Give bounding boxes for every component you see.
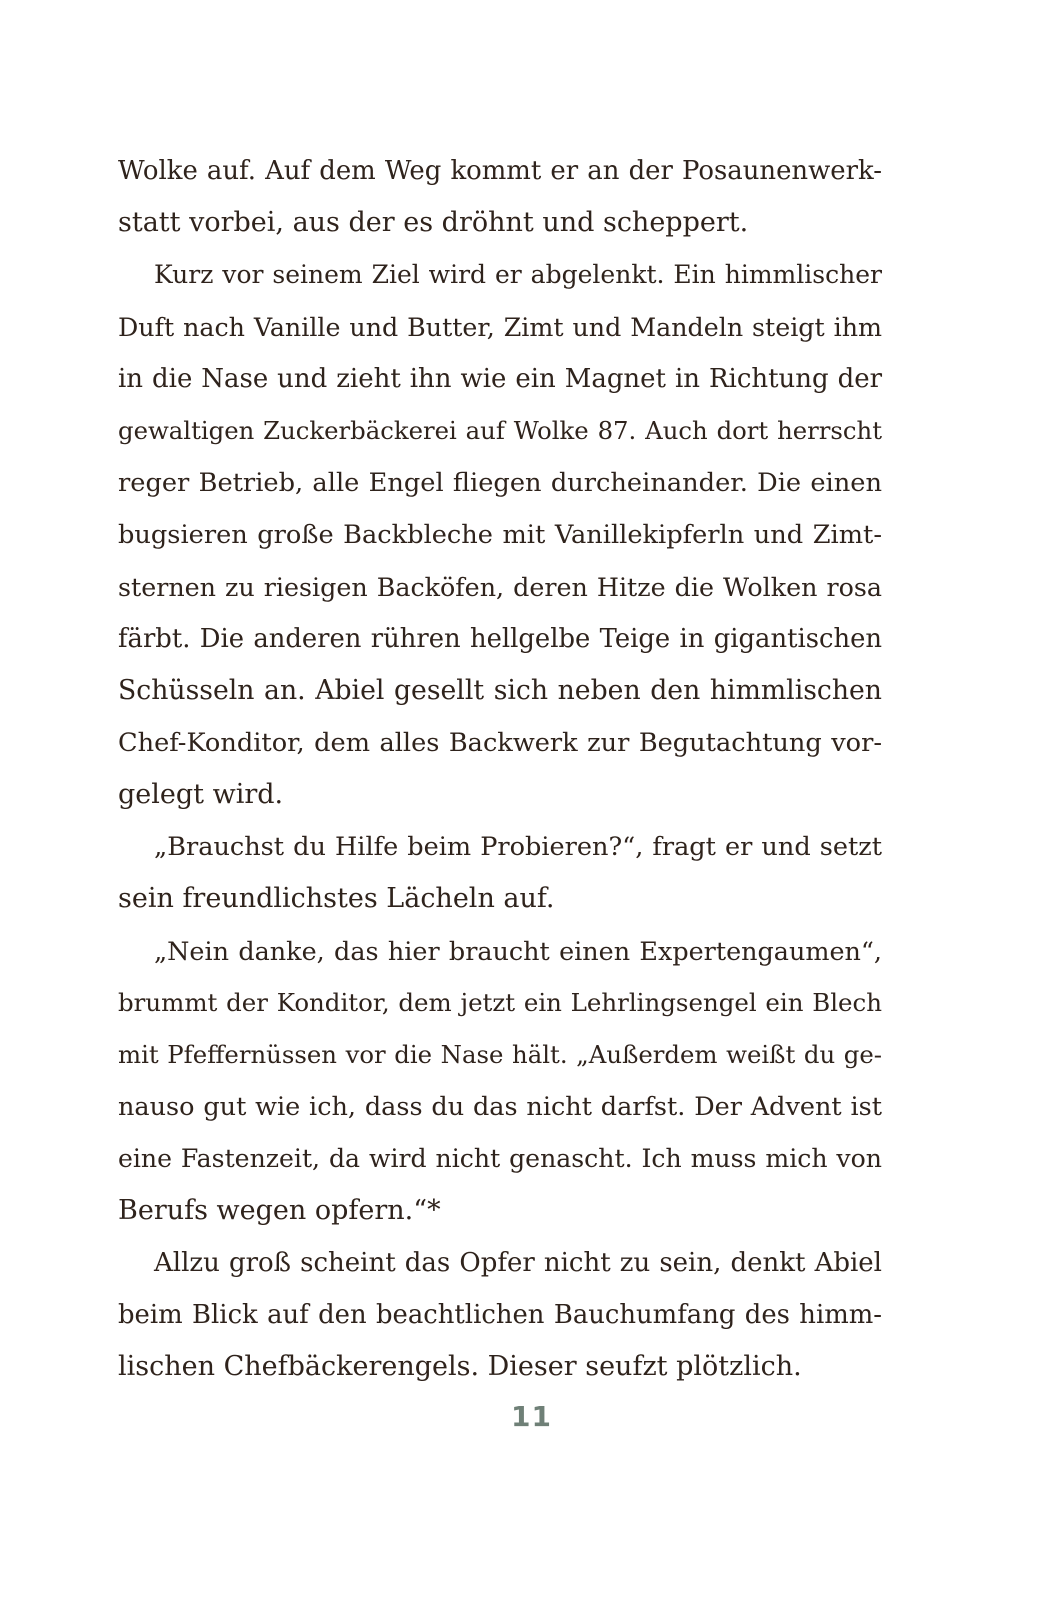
- text-line: Chef-Konditor, dem alles Backwerk zur Begutachtung vor-: [118, 728, 882, 758]
- text-line: beim Blick auf den beachtlichen Bauchumfang des himm-: [118, 1300, 882, 1330]
- text-line: lischen Chefbäckerengels. Dieser seufzt plötzlich.: [118, 1351, 802, 1382]
- text-line: gewaltigen Zuckerbäckerei auf Wolke 87. Auch dort herrscht: [118, 416, 882, 445]
- text-line: sternen zu riesigen Backöfen, deren Hitze die Wolken rosa: [118, 572, 882, 602]
- text-line: „Brauchst du Hilfe beim Probieren?“, fragt er und setzt: [154, 832, 882, 862]
- page-number: 11: [511, 1400, 552, 1433]
- text-line: gelegt wird.: [118, 779, 284, 810]
- text-line: färbt. Die anderen rühren hellgelbe Teige in gigantischen: [118, 624, 882, 654]
- text-line: Schüsseln an. Abiel gesellt sich neben den himmlischen: [118, 675, 882, 706]
- text-line: nauso gut wie ich, dass du das nicht darfst. Der Advent ist: [118, 1092, 882, 1122]
- text-line: reger Betrieb, alle Engel fliegen durcheinander. Die einen: [118, 468, 882, 498]
- text-line: Allzu groß scheint das Opfer nicht zu sein, denkt Abiel: [154, 1248, 882, 1278]
- body-text: [118, 145, 882, 1393]
- text-line: Duft nach Vanille und Butter, Zimt und Mandeln steigt ihm: [118, 312, 882, 342]
- text-line: Kurz vor seinem Ziel wird er abgelenkt. Ein himmlischer: [154, 260, 882, 289]
- text-line: eine Fastenzeit, da wird nicht genascht. Ich muss mich von: [118, 1144, 882, 1173]
- text-line: in die Nase und zieht ihn wie ein Magnet in Richtung der: [118, 364, 882, 394]
- text-line: bugsieren große Backbleche mit Vanillekipferln und Zimt-: [118, 520, 882, 550]
- text-line: mit Pfeffernüssen vor die Nase hält. „Außerdem weißt du ge-: [118, 1040, 882, 1069]
- text-line: brummt der Konditor, dem jetzt ein Lehrlingsengel ein Blech: [118, 988, 882, 1017]
- text-line: „Nein danke, das hier braucht einen Expertengaumen“,: [154, 936, 882, 966]
- text-line: statt vorbei, aus der es dröhnt und scheppert.: [118, 207, 749, 238]
- text-line: Berufs wegen opfern.“*: [118, 1195, 441, 1226]
- text-line: sein freundlichstes Lächeln auf.: [118, 883, 555, 914]
- text-line: Wolke auf. Auf dem Weg kommt er an der Posaunenwerk-: [118, 156, 882, 186]
